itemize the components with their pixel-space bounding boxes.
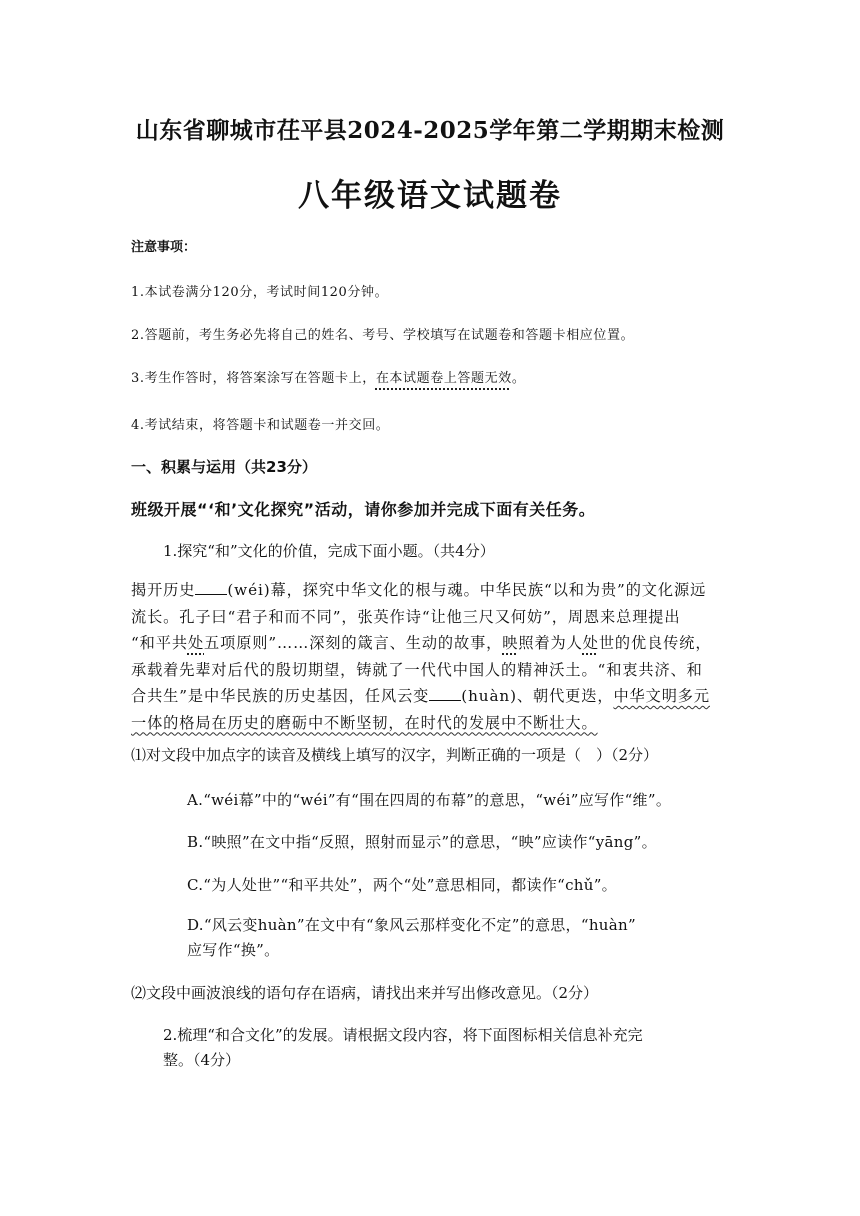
option-c[interactable]: C.“为人处世”“和平共处”，两个“处”意思相同，都读作“chǔ”。 [187,876,617,894]
notice-item-3-text: 3.考生作答时，将答案涂写在答题卡上， [131,371,376,386]
dotted-char: 映 [502,634,519,652]
section-title: 一、积累与运用（共23分） [131,458,317,476]
question-1: 1.探究“和”文化的价值，完成下面小题。（共4分） [163,542,495,560]
exam-subtitle: 八年级语文试题卷 [298,178,562,214]
passage-line-1: 揭开历史 (wéi)幕，探究中华文化的根与魂。中华民族“以和为贵”的文化源远 [131,581,707,599]
answer-blank[interactable] [195,580,227,595]
passage-line-6 [131,710,731,737]
option-a[interactable]: A.“wéi幕”中的“wéi”有“围在四周的布幕”的意思，“wéi”应写作“维”。 [187,791,672,809]
passage-line-2: 流长。孔子曰“君子和而不同”，张英作诗“让他三尺又何妨”，周恩来总理提出 [131,607,681,626]
dotted-char: 处 [187,634,205,652]
notice-item-2: 2.答题前，考生务必先将自己的姓名、考号、学校填写在试题卷和答题卡相应位置。 [131,328,635,343]
passage-line-5: 合共生”是中华民族的历史基因，任风云变 (huàn)、朝代更迭，中华文明多元 [131,687,710,705]
question-2-line-2: 整。（4分） [163,1051,241,1069]
option-d[interactable]: D.“风云变huàn”在文中有“象风云那样变化不定”的意思，“huàn” [187,916,636,934]
question-2-line-1: 2.梳理“和合文化”的发展。请根据文段内容，将下面图标相关信息补充完 [163,1026,643,1044]
answer-blank[interactable] [429,686,461,701]
notice-item-1: 1.本试卷满分120分，考试时间120分钟。 [131,285,389,300]
sub-question-2: ⑵文段中画波浪线的语句存在语病，请找出来并写出修改意见。（2分） [131,984,599,1002]
passage-line-3: “和平共处五项原则”……深刻的箴言、生动的故事，映照着为人处世的优良传统， [131,634,712,652]
notice-item-4: 4.考试结束，将答题卡和试题卷一并交回。 [131,418,390,433]
notice-heading: 注意事项： [131,240,197,255]
notice-item-3-end: 。 [511,371,526,386]
notice-item-3-emphasis: 在本试题卷上答题无效 [375,371,512,386]
wavy-sentence-part-2: 一体的格局在历史的磨砺中不断坚韧，在时代的发展中不断壮大。 [131,713,598,732]
passage-line-4: 承载着先辈对后代的殷切期望，铸就了一代代中国人的精神沃土。“和衷共济、和 [131,660,703,679]
wavy-sentence-part-1: 中华文明多元 [613,687,710,705]
dotted-char: 处 [582,634,599,652]
notice-item-3 [131,367,525,386]
activity-task: 班级开展“‘和’文化探究”活动，请你参加并完成下面有关任务。 [131,500,596,519]
option-d-cont: 应写作“换”。 [187,941,280,959]
exam-title: 山东省聊城市茌平县2024-2025学年第二学期期末检测 [135,117,725,144]
sub-question-1: ⑴对文段中加点字的读音及横线上填写的汉字，判断正确的一项是（ ）（2分） [131,746,659,764]
passage [131,577,731,736]
option-b[interactable]: B.“映照”在文中指“反照，照射而显示”的意思，“映”应读作“yāng”。 [187,833,657,851]
